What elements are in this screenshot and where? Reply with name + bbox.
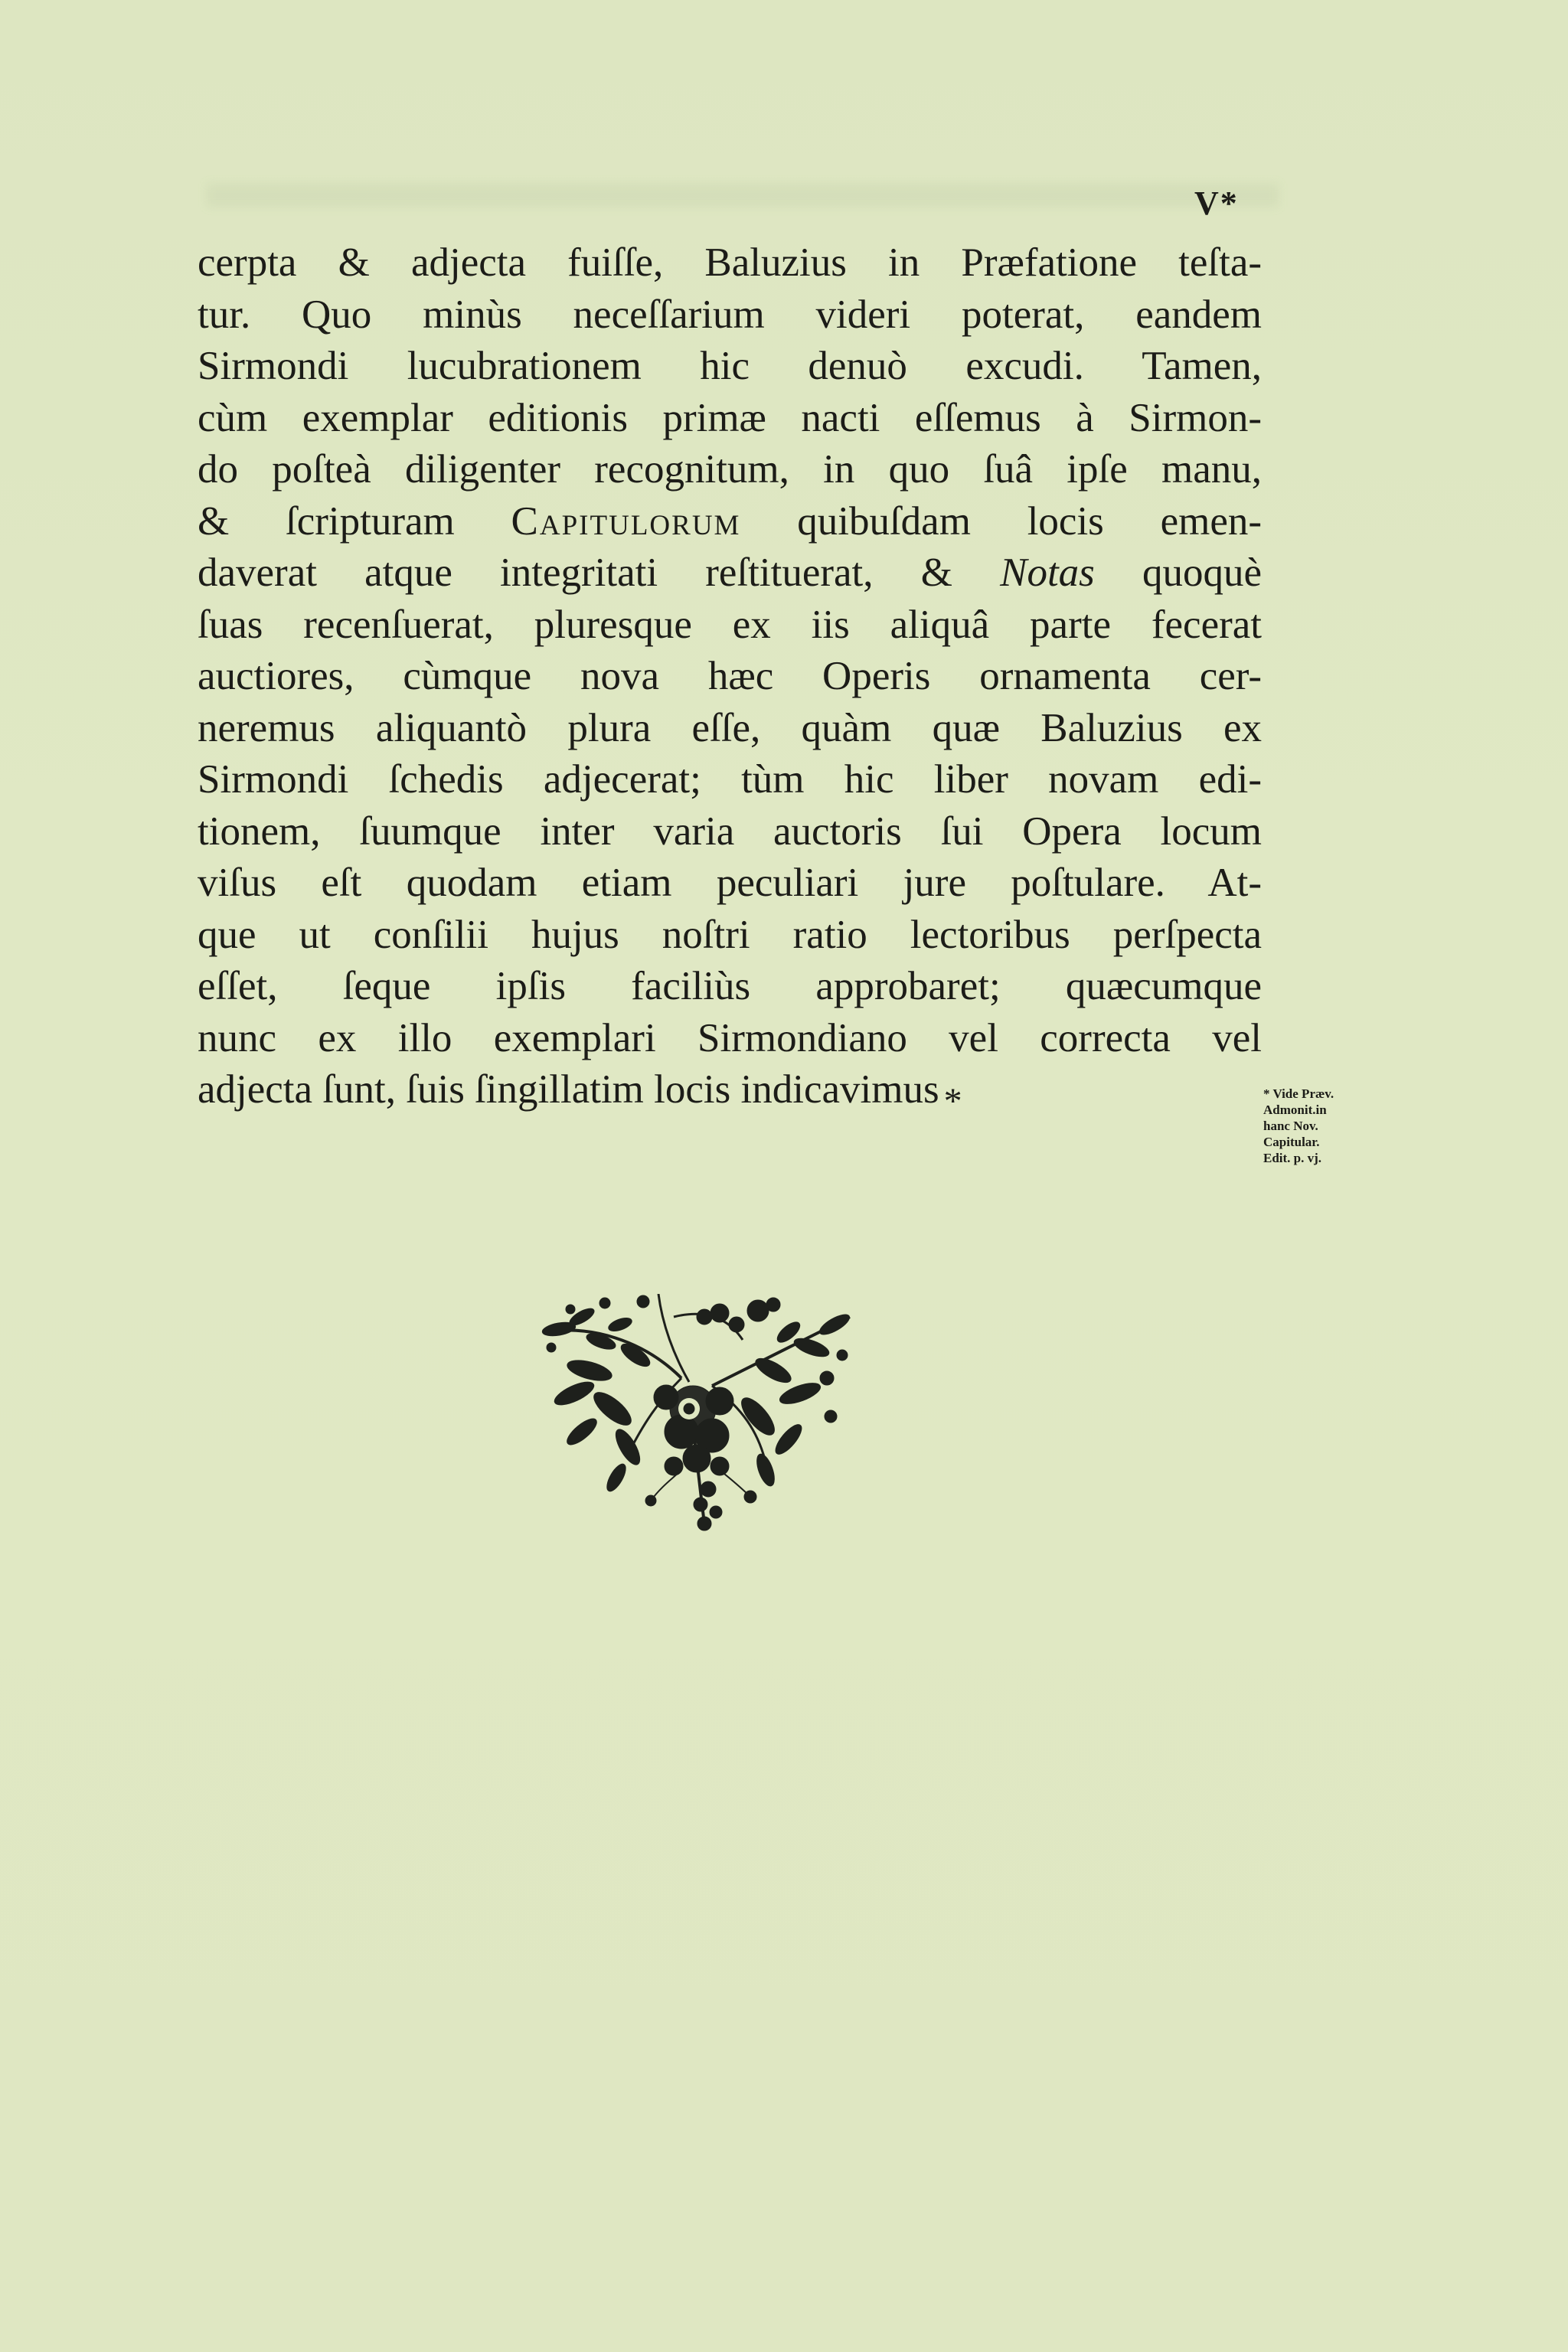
body-text [198,237,1262,1122]
margin-note-line: hanc Nov. [1263,1119,1318,1133]
margin-note-line: * Vide Præv. [1263,1086,1334,1101]
floral-vignette-ornament [528,1294,865,1539]
text-line: do poſteà diligenter recognitum, in quo ſuâ ipſe manu, [198,447,1262,492]
page-number: V* [1194,185,1239,222]
text-line: Sirmondi lucubrationem hic denuò excudi. Tamen, [198,344,1262,388]
small-caps-word: Capitulorum [511,498,741,544]
footnote-marker: * [943,1081,962,1122]
text-line: nunc ex illo exemplari Sirmondiano vel correcta vel [198,1015,1262,1060]
text-line: cùm exemplar editionis primæ nacti eſſemus à Sirmon- [198,395,1262,440]
text-line: cerpta & adjecta fuiſſe, Baluzius in Præfatione teſta- [198,240,1262,285]
italic-word: Notas [1000,550,1095,595]
show-through-shadow [207,184,1279,207]
text-line: neremus aliquantò plura eſſe, quàm quæ Baluzius ex [198,705,1262,750]
text-line: ſuas recenſuerat, pluresque ex iis aliquâ parte fecerat [198,602,1262,647]
text-line: tur. Quo minùs neceſſarium videri poterat, eandem [198,292,1262,337]
text-line: eſſet, ſeque ipſis faciliùs approbaret; quæcumque [198,964,1262,1008]
margin-note-line: Admonit.in [1263,1102,1327,1117]
text-line: auctiores, cùmque nova hæc Operis ornamenta cer- [198,654,1262,698]
text-line: viſus eſt quodam etiam peculiari jure poſtulare. At- [198,861,1262,905]
margin-note [1263,1086,1363,1166]
text-line [198,547,1262,599]
text-line [198,1064,1262,1122]
text-line: Sirmondi ſchedis adjecerat; tùm hic liber novam edi- [198,757,1262,802]
text-line: tionem, ſuumque inter varia auctoris ſui Opera locum [198,808,1262,854]
margin-note-line: Capitular. [1263,1135,1320,1149]
text-fragment: quibuſdam locis emen- [797,498,1262,544]
margin-note-line: Edit. p. vj. [1263,1151,1322,1165]
text-fragment: daverat atque integritati reſtituerat, & [198,550,952,595]
text-fragment: quoquè [1142,550,1262,595]
text-line [198,496,1262,548]
text-fragment: & ſcripturam [198,498,455,544]
text-fragment: adjecta ſunt, ſuis ſingillatim locis indicavimus [198,1067,939,1112]
text-line: que ut conſilii hujus noſtri ratio lectoribus perſpecta [198,912,1262,957]
